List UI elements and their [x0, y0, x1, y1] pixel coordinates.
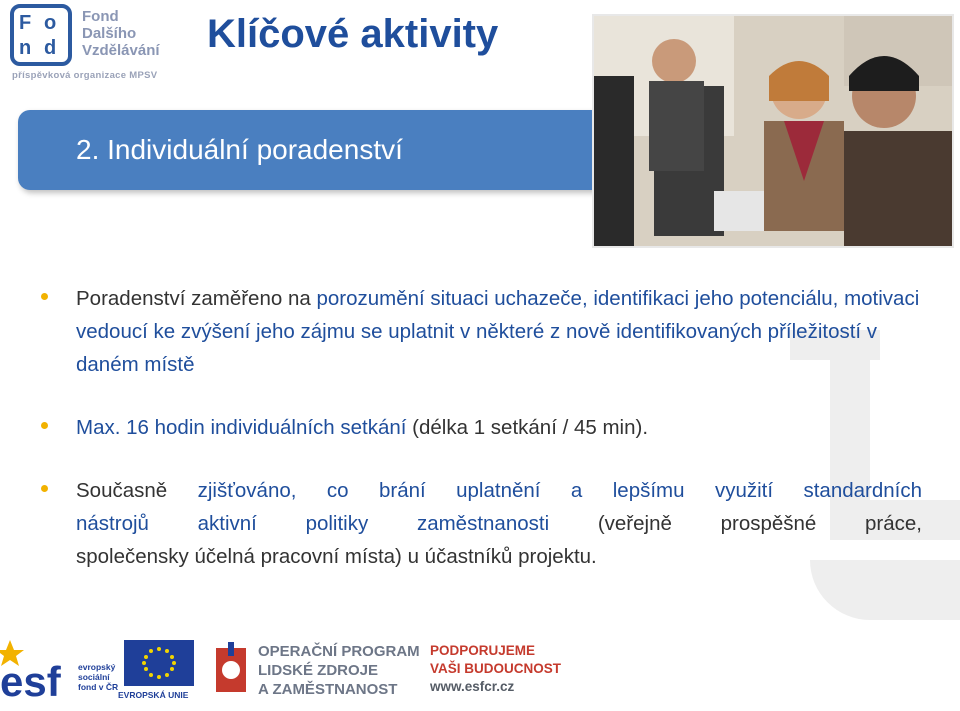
- footer-logos: [0, 632, 960, 711]
- support-line: VAŠI BUDOUCNOST: [430, 661, 562, 676]
- logo-name-line: Vzdělávání: [82, 42, 160, 59]
- footer-url: www.esfcr.cz: [430, 679, 515, 694]
- bullet-highlight: Max. 16 hodin individuálních setkání: [76, 416, 407, 439]
- bullet-item: [38, 474, 922, 573]
- bullet-text: (veřejně prospěšné práce,: [549, 512, 922, 535]
- logo-mark-letter: d: [44, 37, 57, 59]
- esf-caption-line: evropský: [78, 662, 116, 672]
- bullet-dot-icon: [41, 422, 48, 429]
- op-lzz-text: [258, 642, 420, 699]
- bullet-highlight: porozumění situaci uchazeče, identifikaci jeho potenciálu, motivaci vedoucí ke zvýšení jeho zájmu se uplatnit v některé z nově identifikovaných příležitostí v daném místě: [76, 287, 920, 376]
- fdv-logo-subtitle: příspěvková organizace MPSV: [12, 70, 158, 81]
- esf-caption-line: fond v ČR: [78, 682, 119, 692]
- bullet-item: [38, 411, 922, 444]
- eu-caption: EVROPSKÁ UNIE: [118, 690, 189, 700]
- logo-mark-letter: o: [44, 12, 57, 34]
- bullet-dot-icon: [41, 485, 48, 492]
- logo-name-line: Dalšího: [82, 25, 137, 42]
- op-line: A ZAMĚSTNANOST: [258, 681, 398, 698]
- bullet-highlight: nástrojů aktivní politiky zaměstnanosti: [76, 512, 550, 535]
- eu-flag-icon: [124, 640, 194, 686]
- op-line: LIDSKÉ ZDROJE: [258, 662, 379, 679]
- bullet-line: [76, 474, 922, 507]
- fdv-logo-name: [82, 8, 160, 59]
- bullet-list: [38, 282, 922, 573]
- bullet-dot-icon: [41, 293, 48, 300]
- logo-mark-letter: n: [19, 37, 32, 59]
- bullet-text: Současně: [76, 479, 198, 502]
- fdv-logo: [10, 4, 195, 84]
- logo-name-line: Fond: [82, 8, 119, 25]
- support-text: [430, 642, 561, 696]
- bullet-text: (délka 1 setkání / 45 min).: [406, 416, 649, 439]
- esf-logo-text: esf: [0, 658, 61, 704]
- esf-caption: [78, 662, 118, 692]
- logo-mark-letter: F: [19, 12, 32, 34]
- bullet-highlight: zjišťováno, co brání uplatnění a lepšímu využití standardních: [197, 479, 922, 502]
- section-banner-text: 2. Individuální poradenství: [76, 134, 403, 165]
- op-lzz-logo-icon: [214, 642, 250, 696]
- bullet-text: Poradenství zaměřeno na: [76, 287, 317, 310]
- support-line: PODPORUJEME: [430, 643, 536, 658]
- slide-title: Klíčové aktivity: [207, 12, 499, 56]
- esf-caption-line: sociální: [78, 672, 110, 682]
- op-line: OPERAČNÍ PROGRAM: [258, 643, 420, 660]
- fdv-logo-mark: [10, 4, 72, 66]
- counseling-photo: [592, 14, 954, 248]
- bullet-text: společensky účelná pracovní místa) u účastníků projektu.: [76, 545, 597, 568]
- bullet-item: [38, 282, 922, 381]
- bullet-line: [76, 507, 922, 540]
